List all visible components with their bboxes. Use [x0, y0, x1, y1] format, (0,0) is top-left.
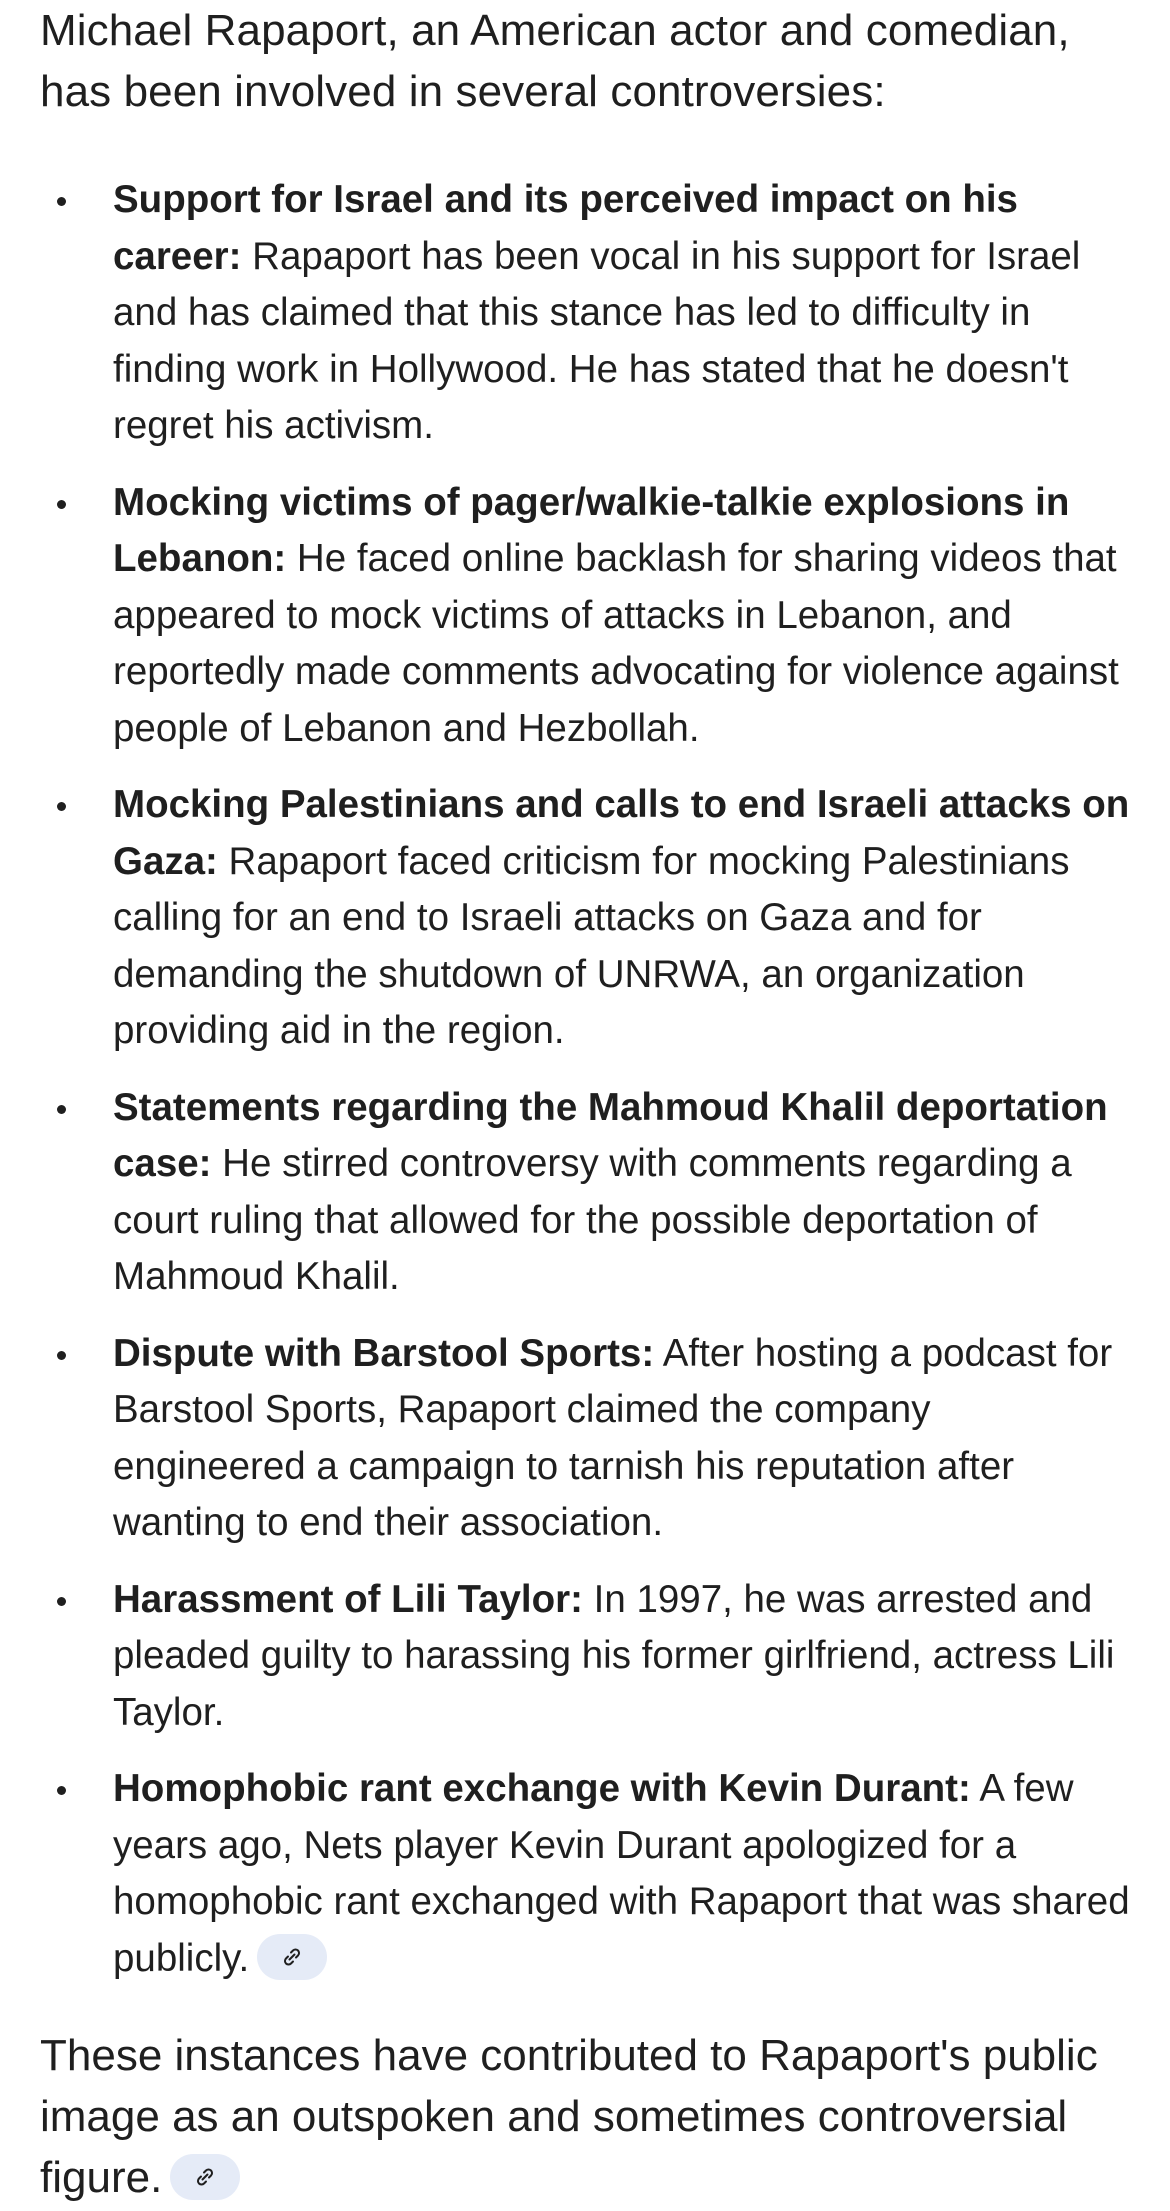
item-text: He stirred controversy with comments regarding a court ruling that allowed for the possible deportation of Mahmoud Khalil.: [113, 1142, 1072, 1298]
list-item: [40, 777, 1130, 1060]
item-heading: Dispute with Barstool Sports:: [113, 1331, 655, 1375]
item-text: Rapaport faced criticism for mocking Palestinians calling for an end to Israeli attacks on Gaza and for demanding the shutdown of UNRWA, an organization providing aid in the region.: [113, 839, 1070, 1052]
list-item: [40, 1080, 1130, 1306]
outro-text: These instances have contributed to Rapaport's public image as an outspoken and sometimes controversial figure.: [40, 2031, 1098, 2202]
source-link-chip[interactable]: [257, 1934, 327, 1980]
item-heading: Homophobic rant exchange with Kevin Durant:: [113, 1767, 971, 1810]
source-link-chip[interactable]: [170, 2154, 240, 2200]
list-item: [40, 1761, 1130, 1987]
item-heading: Mocking Palestinians and calls to end Israeli attacks on Gaza:: [113, 783, 1130, 883]
item-text: In 1997, he was arrested and pleaded guilty to harassing his former girlfriend, actress Lili Taylor.: [113, 1577, 1115, 1734]
bullet-icon: [57, 802, 66, 811]
bullet-icon: [57, 1786, 66, 1795]
item-heading: Statements regarding the Mahmoud Khalil deportation case:: [113, 1085, 1108, 1185]
list-item: [40, 172, 1130, 455]
outro-paragraph: [40, 2025, 1130, 2208]
bullet-icon: [57, 197, 66, 206]
item-heading: Support for Israel and its perceived impact on his career:: [113, 178, 1018, 278]
link-icon: [193, 2165, 217, 2189]
list-item: [40, 475, 1130, 758]
bullet-icon: [57, 1351, 66, 1360]
intro-paragraph: Michael Rapaport, an American actor and comedian, has been involved in several controversies:: [40, 6, 1070, 116]
bullet-icon: [57, 1105, 66, 1114]
item-text: Rapaport has been vocal in his support for Israel and has claimed that this stance has led to difficulty in finding work in Hollywood. He has stated that he doesn't regret his activism.: [113, 234, 1081, 447]
bullet-icon: [57, 500, 66, 509]
item-heading: Harassment of Lili Taylor:: [113, 1577, 583, 1621]
link-icon: [280, 1945, 304, 1969]
list-item: [40, 1326, 1130, 1552]
item-text: He faced online backlash for sharing videos that appeared to mock victims of attacks in Lebanon, and reportedly made comments advocating for violence against people of Lebanon and Hezbollah.: [113, 537, 1119, 750]
item-heading: Mocking victims of pager/walkie-talkie explosions in Lebanon:: [113, 480, 1070, 580]
item-text: After hosting a podcast for Barstool Sports, Rapaport claimed the company engineered a campaign to tarnish his reputation after wanting to end their association.: [113, 1331, 1113, 1544]
item-text: A few years ago, Nets player Kevin Durant apologized for a homophobic rant exchanged with Rapaport that was shared publicly.: [113, 1767, 1130, 1980]
controversy-list: [40, 172, 1130, 1987]
list-item: [40, 1572, 1130, 1742]
bullet-icon: [57, 1597, 66, 1606]
